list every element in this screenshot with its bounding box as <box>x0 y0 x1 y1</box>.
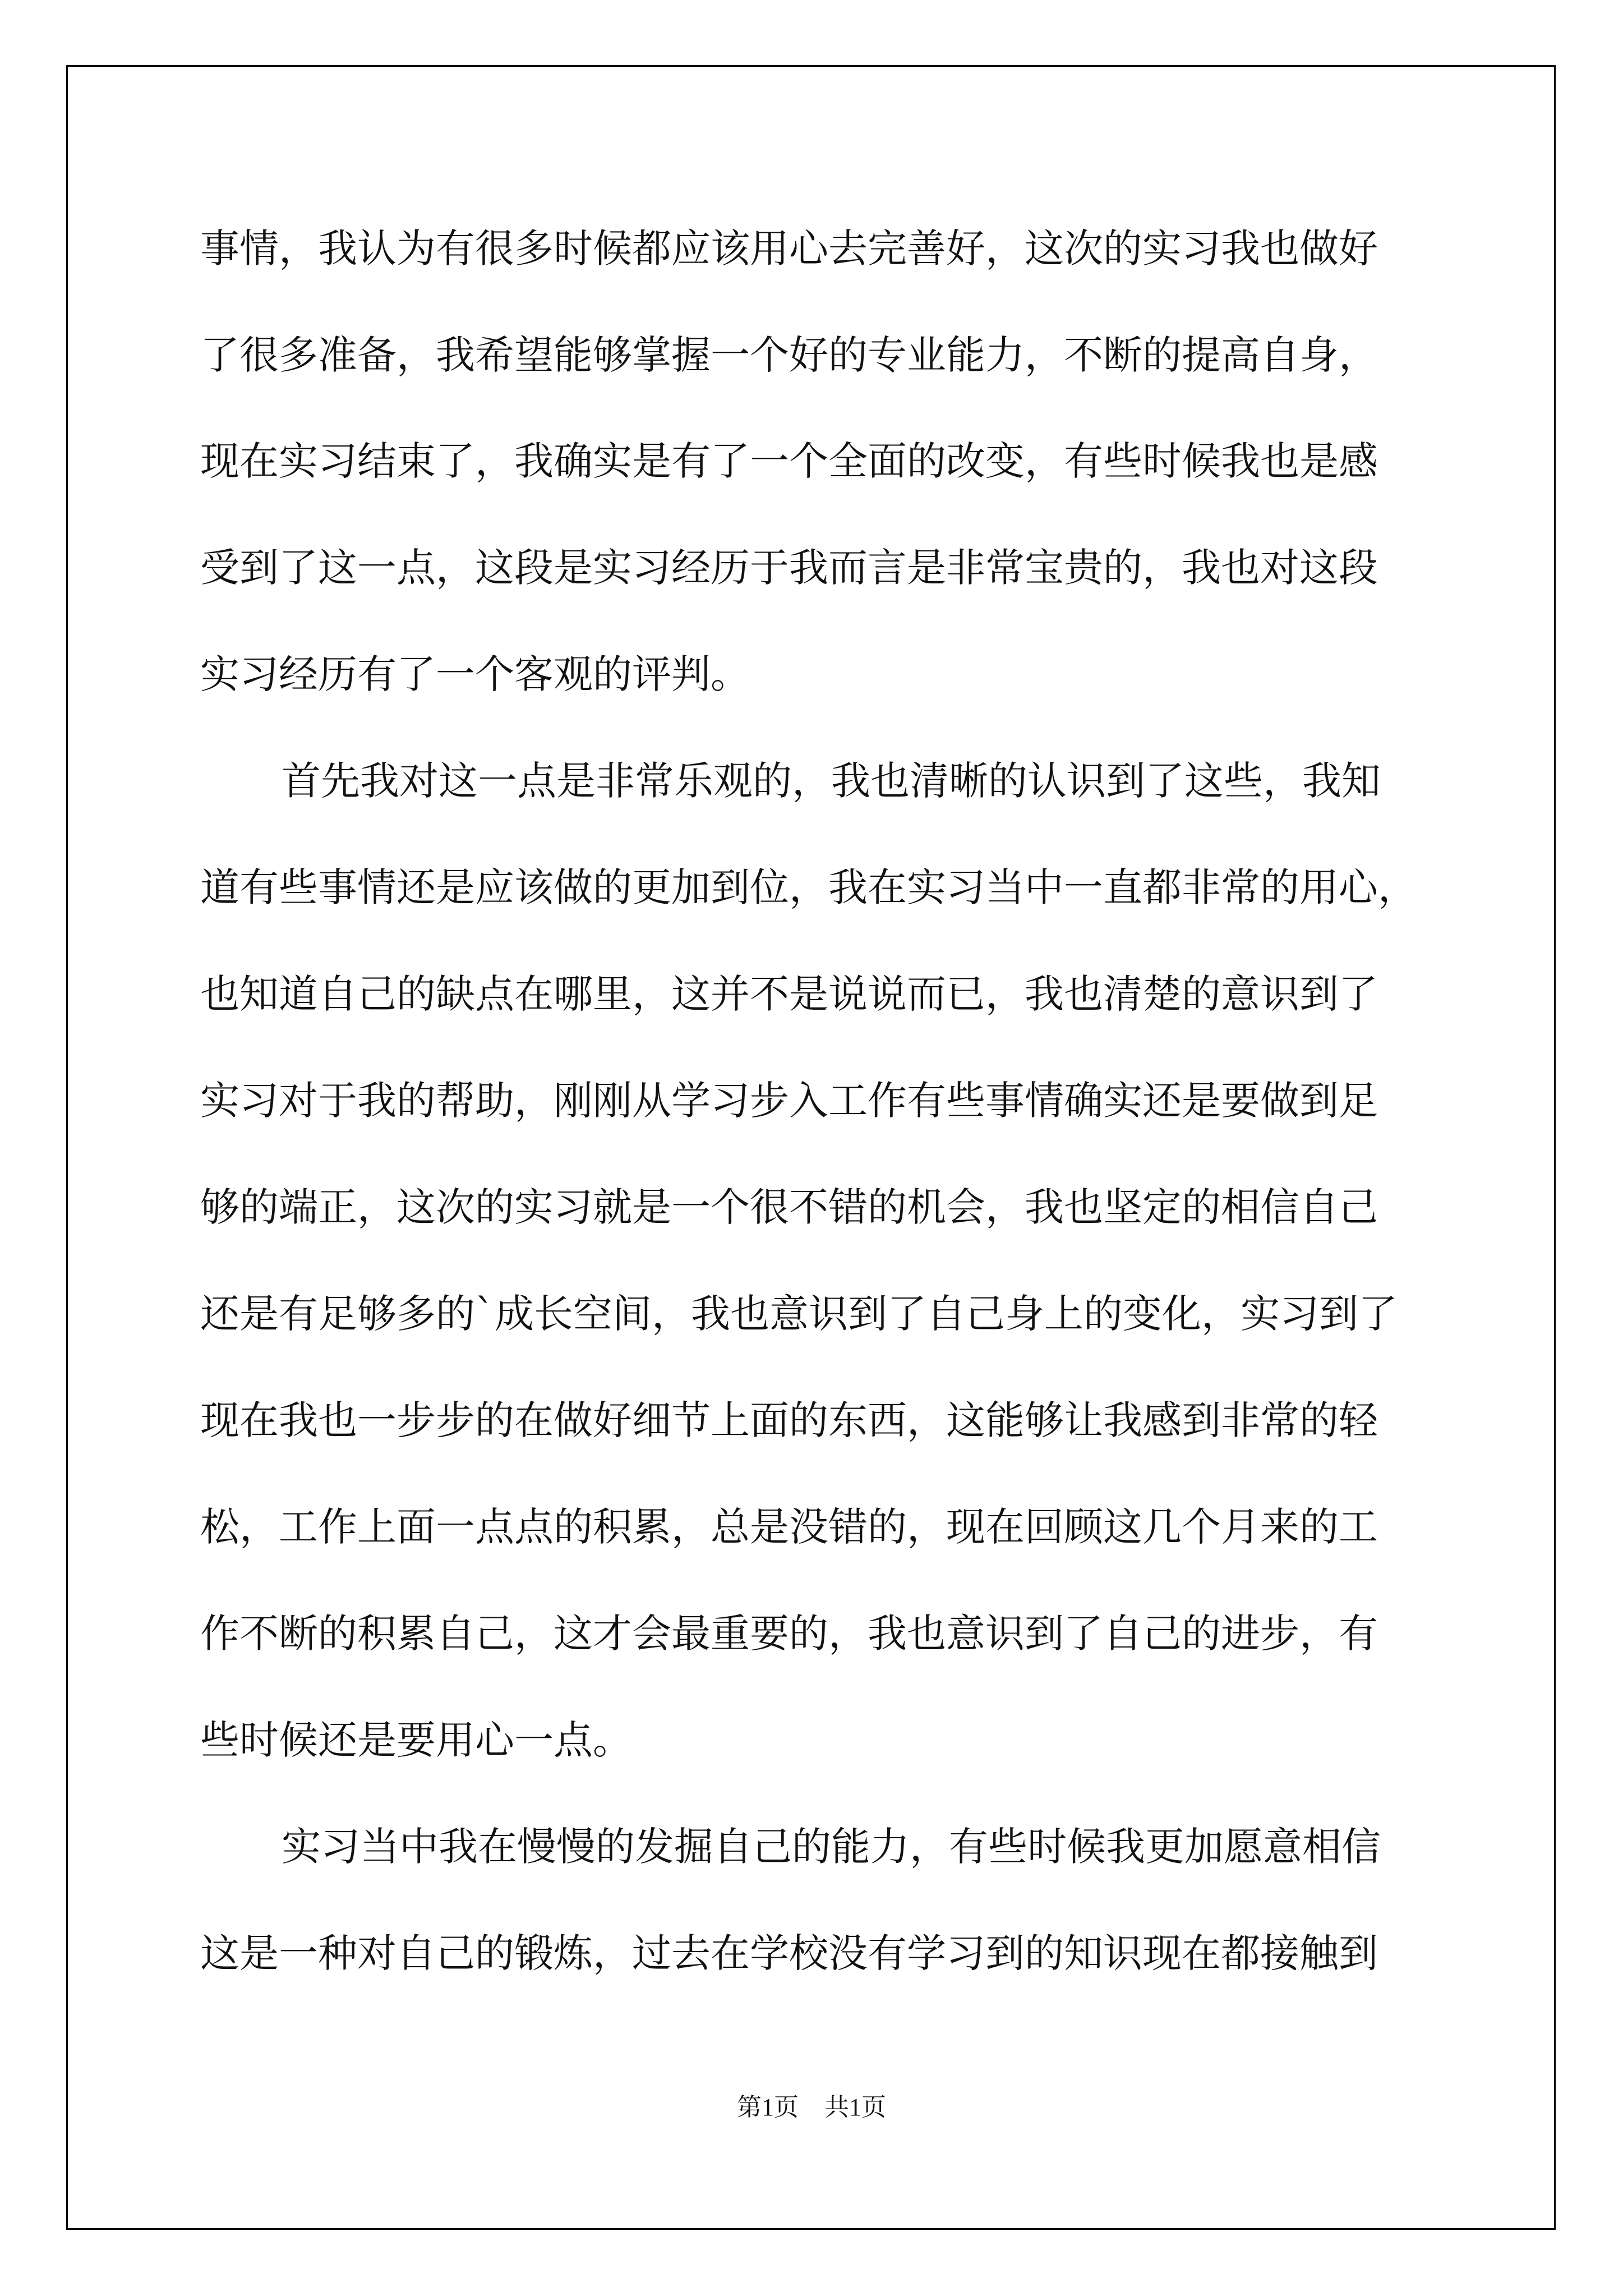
text-line: 这是一种对自己的锻炼，过去在学校没有学习到的知识现在都接触到 <box>200 1930 1378 1976</box>
text-line: 实习对于我的帮助，刚刚从学习步入工作有些事情确实还是要做到足 <box>200 1078 1378 1124</box>
text-line: 事情，我认为有很多时候都应该用心去完善好，这次的实习我也做好 <box>200 226 1378 272</box>
page-number: 第1页 <box>737 2093 799 2121</box>
page-footer <box>0 2087 1623 2123</box>
text-line: 些时候还是要用心一点。 <box>200 1717 632 1763</box>
paragraph-first-line: 首先我对这一点是非常乐观的，我也清晰的认识到了这些，我知 <box>282 758 1381 804</box>
paragraph-first-line: 实习当中我在慢慢的发掘自己的能力，有些时候我更加愿意相信 <box>282 1824 1381 1870</box>
text-line: 现在实习结束了，我确实是有了一个全面的改变，有些时候我也是感 <box>200 438 1378 484</box>
text-line: 现在我也一步步的在做好细节上面的东西，这能够让我感到非常的轻 <box>200 1397 1378 1443</box>
text-line: 松，工作上面一点点的积累，总是没错的，现在回顾这几个月来的工 <box>200 1504 1378 1550</box>
page-border <box>66 65 1556 2230</box>
text-line: 实习经历有了一个客观的评判。 <box>200 651 750 697</box>
text-line: 受到了这一点，这段是实习经历于我而言是非常宝贵的，我也对这段 <box>200 545 1378 591</box>
text-line: 道有些事情还是应该做的更加到位，我在实习当中一直都非常的用心， <box>200 864 1417 910</box>
text-line: 了很多准备，我希望能够掌握一个好的专业能力，不断的提高自身， <box>200 332 1378 378</box>
page-total: 共1页 <box>824 2093 886 2121</box>
text-line: 也知道自己的缺点在哪里，这并不是说说而已，我也清楚的意识到了 <box>200 971 1378 1017</box>
text-line: 还是有足够多的`成长空间，我也意识到了自己身上的变化，实习到了 <box>200 1291 1398 1337</box>
text-line: 够的端正，这次的实习就是一个很不错的机会，我也坚定的相信自己 <box>200 1184 1378 1230</box>
text-line: 作不断的积累自己，这才会最重要的，我也意识到了自己的进步，有 <box>200 1611 1378 1657</box>
